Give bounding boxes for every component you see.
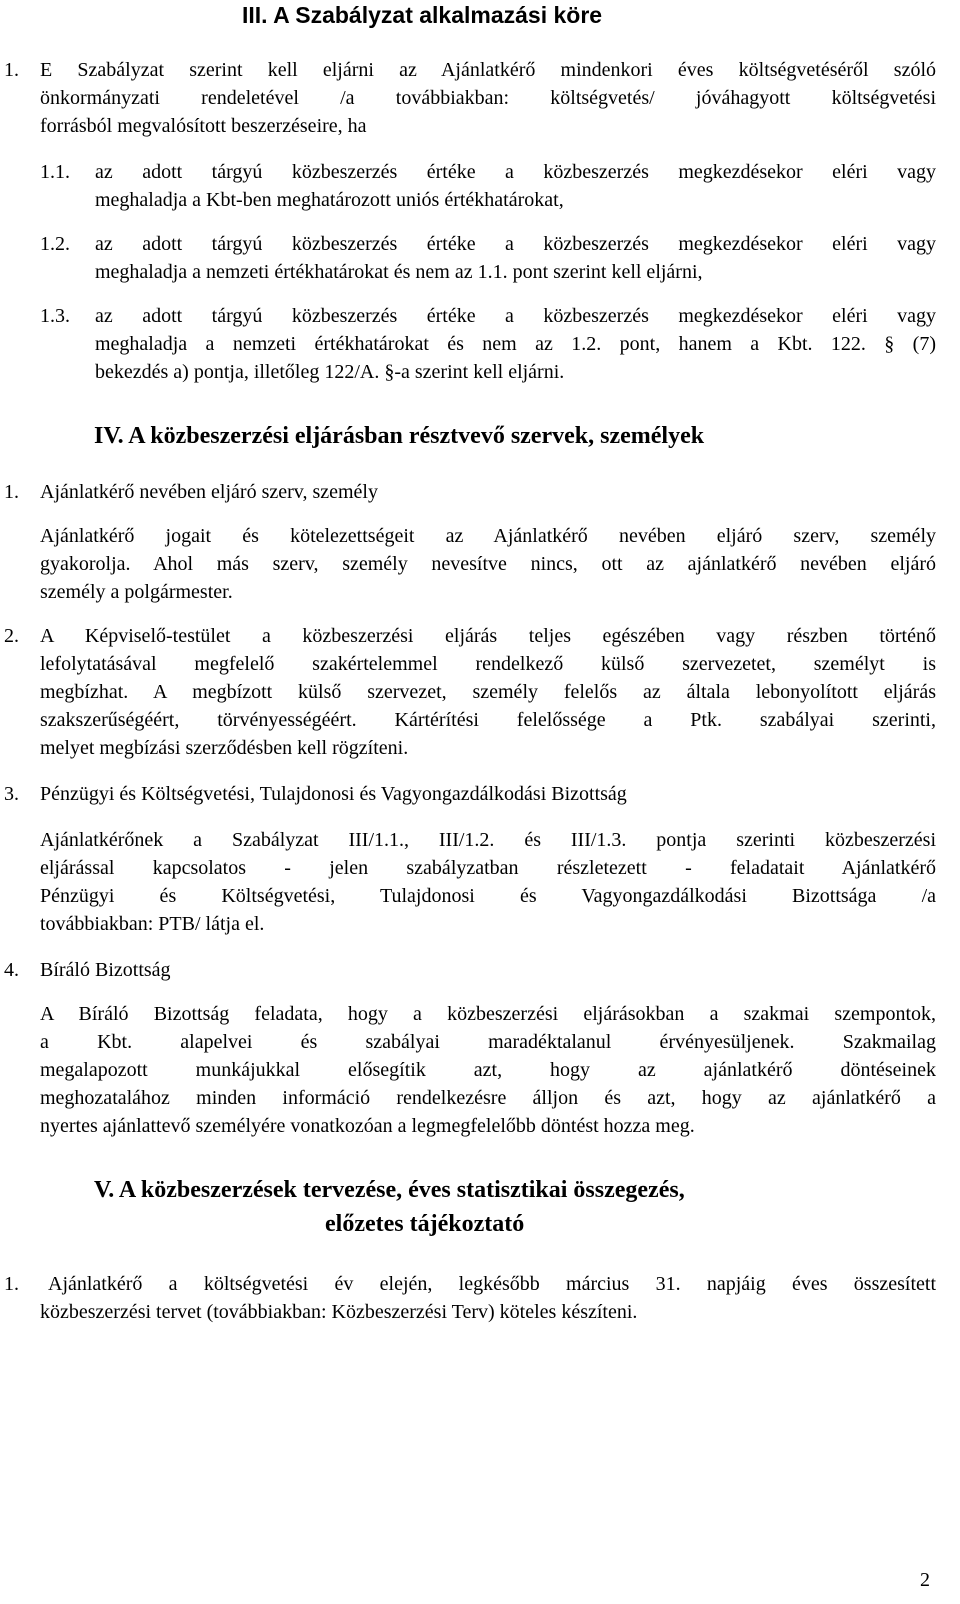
section-4-item-3-line-1: Ajánlatkérőnek a Szabályzat III/1.1., III/1.2. és III/1.3. pontja szerinti közbeszerzési xyxy=(40,829,936,851)
section-4-item-4-number: 4. xyxy=(4,959,19,981)
section-4-item-3-number: 3. xyxy=(4,783,19,805)
section-3-sub-1-line-1: az adott tárgyú közbeszerzés értéke a közbeszerzés megkezdésekor eléri vagy xyxy=(95,161,936,183)
section-4-item-2-line-2: lefolytatásával megfelelő szakértelemmel rendelkező külső szervezetet, személyt is xyxy=(40,653,936,675)
section-4-item-3-heading: Pénzügyi és Költségvetési, Tulajdonosi és Vagyongazdálkodási Bizottság xyxy=(40,783,627,805)
section-3-sub-2-line-1: az adott tárgyú közbeszerzés értéke a közbeszerzés megkezdésekor eléri vagy xyxy=(95,233,936,255)
section-4-title: IV. A közbeszerzési eljárásban résztvevő szervek, személyek xyxy=(94,423,705,449)
section-4-item-4-line-2: a Kbt. alapelvei és szabályai maradéktalanul érvényesüljenek. Szakmailag xyxy=(40,1031,936,1053)
section-4-item-3-line-3: Pénzügyi és Költségvetési, Tulajdonosi és Vagyongazdálkodási Bizottsága /a xyxy=(40,885,936,907)
section-4-item-2-line-3: megbízhat. A megbízott külső szervezet, személy felelős az általa lebonyolított eljárás xyxy=(40,681,936,703)
section-4-item-4-line-1: A Bíráló Bizottság feladata, hogy a közbeszerzési eljárásokban a szakmai szempontok, xyxy=(40,1003,936,1025)
section-4-item-1-line-3: személy a polgármester. xyxy=(40,581,233,603)
section-3-sub-1-number: 1.1. xyxy=(40,161,70,183)
section-4-item-3-line-4: továbbiakban: PTB/ látja el. xyxy=(40,913,265,935)
section-5-title-line-1: V. A közbeszerzések tervezése, éves statisztikai összegezés, xyxy=(94,1177,685,1203)
section-3-sub-1-line-2: meghaladja a Kbt-ben meghatározott uniós értékhatárokat, xyxy=(95,189,564,211)
section-5-item-1-number: 1. xyxy=(4,1273,19,1295)
section-3-sub-3-number: 1.3. xyxy=(40,305,70,327)
section-4-item-4-heading: Bíráló Bizottság xyxy=(40,959,171,981)
section-4-item-2-number: 2. xyxy=(4,625,19,647)
section-5-item-1-line-2: közbeszerzési tervet (továbbiakban: Közbeszerzési Terv) köteles készíteni. xyxy=(40,1301,638,1323)
section-4-item-4-line-4: meghozatalához minden információ rendelkezésre álljon és azt, hogy az ajánlatkérő a xyxy=(40,1087,936,1109)
section-3-sub-3-line-2: meghaladja a nemzeti értékhatárokat és nem az 1.2. pont, hanem a Kbt. 122. § (7) xyxy=(95,333,936,355)
section-3-sub-2-line-2: meghaladja a nemzeti értékhatárokat és nem az 1.1. pont szerint kell eljárni, xyxy=(95,261,703,283)
section-3-sub-2-number: 1.2. xyxy=(40,233,70,255)
section-4-item-4-line-5: nyertes ajánlattevő személyére vonatkozóan a legmegfelelőbb döntést hozza meg. xyxy=(40,1115,695,1137)
section-3-item-1-line-1: E Szabályzat szerint kell eljárni az Ajánlatkérő mindenkori éves költségvetéséről szóló xyxy=(40,59,936,81)
section-3-item-1-line-3: forrásból megvalósított beszerzéseire, ha xyxy=(40,115,367,137)
section-4-item-1-line-1: Ajánlatkérő jogait és kötelezettségeit az Ajánlatkérő nevében eljáró szerv, személy xyxy=(40,525,936,547)
section-5-title-line-2: előzetes tájékoztató xyxy=(325,1211,525,1237)
section-4-item-4-line-3: megalapozott munkájukkal elősegítik azt, hogy az ajánlatkérő döntéseinek xyxy=(40,1059,936,1081)
section-3-item-1-number: 1. xyxy=(4,59,19,81)
section-4-item-1-number: 1. xyxy=(4,481,19,503)
section-4-item-2-line-1: A Képviselő-testület a közbeszerzési eljárás teljes egészében vagy részben történő xyxy=(40,625,936,647)
section-3-sub-3-line-1: az adott tárgyú közbeszerzés értéke a közbeszerzés megkezdésekor eléri vagy xyxy=(95,305,936,327)
section-3-item-1-line-2: önkormányzati rendeletével /a továbbiakban: költségvetés/ jóváhagyott költségvetési xyxy=(40,87,936,109)
page-number: 2 xyxy=(920,1569,930,1591)
section-4-item-2-line-5: melyet megbízási szerződésben kell rögzíteni. xyxy=(40,737,409,759)
section-4-item-1-heading: Ajánlatkérő nevében eljáró szerv, személy xyxy=(40,481,378,503)
section-4-item-2-line-4: szakszerűségéért, törvényességéért. Kártérítési felelőssége a Ptk. szabályai szerinti, xyxy=(40,709,936,731)
section-5-item-1-line-1: Ajánlatkérő a költségvetési év elején, legkésőbb március 31. napjáig éves összesített xyxy=(48,1273,936,1295)
section-3-sub-3-line-3: bekezdés a) pontja, illetőleg 122/A. §-a szerint kell eljárni. xyxy=(95,361,565,383)
section-4-item-3-line-2: eljárással kapcsolatos - jelen szabályzatban részletezett - feladatait Ajánlatkérő xyxy=(40,857,936,879)
section-4-item-1-line-2: gyakorolja. Ahol más szerv, személy nevesítve nincs, ott az ajánlatkérő nevében eljáró xyxy=(40,553,936,575)
section-3-title: III. A Szabályzat alkalmazási köre xyxy=(242,2,603,28)
